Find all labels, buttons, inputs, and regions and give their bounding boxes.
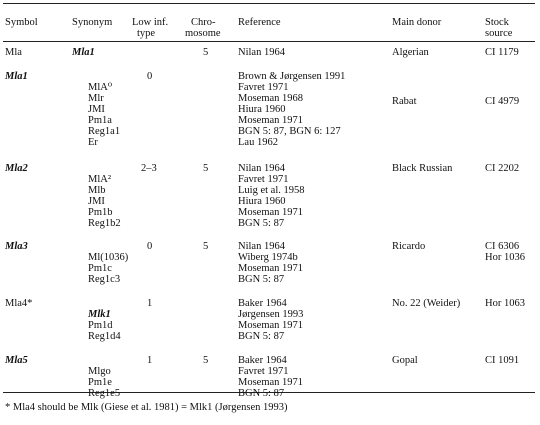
row-synonym: Pm1d bbox=[88, 320, 113, 331]
row-symbol-mla2: Mla2 bbox=[5, 163, 28, 174]
row-chromosome-mla2: 5 bbox=[203, 163, 209, 174]
row-symbol-mla4: Mla4* bbox=[5, 298, 33, 309]
row-stock-mla4: Hor 1063 bbox=[485, 298, 525, 309]
row-reference: Luig et al. 1958 bbox=[238, 185, 305, 196]
row-donor-mla3: Ricardo bbox=[392, 241, 426, 252]
footnote: * Mla4 should be Mlk (Giese et al. 1981) = Mlk1 (Jørgensen 1993) bbox=[5, 402, 288, 413]
row-lowinf-mla5: 1 bbox=[147, 355, 153, 366]
row-synonym-mla1: Mla1 bbox=[72, 47, 95, 58]
row-reference: Nilan 1964 bbox=[238, 47, 285, 58]
row-reference: BGN 5: 87 bbox=[238, 218, 285, 229]
row-donor-mla2: Black Russian bbox=[392, 163, 453, 174]
row-synonym: Reg1b2 bbox=[88, 218, 121, 229]
row-stock-mla3: CI 6306 bbox=[485, 241, 520, 252]
row-donor-mla: Algerian bbox=[392, 47, 429, 58]
header-low-inf-type: type bbox=[137, 28, 156, 39]
header-stock-source: source bbox=[485, 28, 513, 39]
row-reference: Moseman 1971 bbox=[238, 115, 304, 126]
header-chromosome: Chro- bbox=[191, 17, 216, 28]
row-lowinf-mla3: 0 bbox=[147, 241, 153, 252]
row-synonym: Mlr bbox=[88, 93, 104, 104]
row-donor-mla1: Rabat bbox=[392, 96, 417, 107]
row-synonym-mlk1: Mlk1 bbox=[88, 309, 111, 320]
row-reference: Moseman 1968 bbox=[238, 93, 304, 104]
row-stock-mla2: CI 2202 bbox=[485, 163, 520, 174]
row-reference: Moseman 1971 bbox=[238, 377, 304, 388]
row-reference: BGN 5: 87 bbox=[238, 274, 285, 285]
row-synonym: Pm1e bbox=[88, 377, 112, 388]
header-low-inf: Low inf. bbox=[132, 17, 169, 28]
row-synonym: Er bbox=[88, 137, 98, 148]
row-chromosome-mla: 5 bbox=[203, 47, 209, 58]
row-synonym: Pm1c bbox=[88, 263, 112, 274]
row-reference: BGN 5: 87, BGN 6: 127 bbox=[238, 126, 341, 137]
row-synonym: Mlgo bbox=[88, 366, 111, 377]
row-synonym: JMI bbox=[88, 104, 105, 115]
row-symbol-mla1: Mla1 bbox=[5, 71, 28, 82]
row-synonym: Pm1b bbox=[88, 207, 113, 218]
row-reference: BGN 5: 87 bbox=[238, 331, 285, 342]
row-stock-mla1: CI 4979 bbox=[485, 96, 520, 107]
row-reference: Brown & Jørgensen 1991 bbox=[238, 71, 346, 82]
row-reference: Favret 1971 bbox=[238, 82, 289, 93]
header-main-donor: Main donor bbox=[392, 17, 442, 28]
row-stock-mla5: CI 1091 bbox=[485, 355, 520, 366]
row-donor-mla4: No. 22 (Weider) bbox=[392, 298, 461, 309]
row-reference: Nilan 1964 bbox=[238, 163, 285, 174]
row-synonym: MlA⁰ bbox=[88, 82, 113, 93]
row-reference: BGN 5: 87 bbox=[238, 388, 285, 399]
header-stock: Stock bbox=[485, 17, 509, 28]
row-synonym: Reg1a1 bbox=[88, 126, 121, 137]
row-reference: Moseman 1971 bbox=[238, 207, 304, 218]
row-reference: Baker 1964 bbox=[238, 298, 287, 309]
row-reference: Hiura 1960 bbox=[238, 104, 286, 115]
header-rule bbox=[3, 41, 535, 42]
header-synonym: Synonym bbox=[72, 17, 113, 28]
row-reference: Hiura 1960 bbox=[238, 196, 286, 207]
header-reference: Reference bbox=[238, 17, 281, 28]
row-reference: Favret 1971 bbox=[238, 366, 289, 377]
row-synonym: Mlb bbox=[88, 185, 106, 196]
row-reference: Moseman 1971 bbox=[238, 320, 304, 331]
row-symbol-mla3: Mla3 bbox=[5, 241, 28, 252]
row-reference: Baker 1964 bbox=[238, 355, 287, 366]
row-chromosome-mla5: 5 bbox=[203, 355, 209, 366]
row-synonym: Pm1a bbox=[88, 115, 112, 126]
row-reference: Moseman 1971 bbox=[238, 263, 304, 274]
row-synonym: Ml(1036) bbox=[88, 252, 129, 263]
row-synonym: MlA² bbox=[88, 174, 111, 185]
row-reference: Wiberg 1974b bbox=[238, 252, 298, 263]
row-synonym: JMI bbox=[88, 196, 105, 207]
row-stock-mla3-2: Hor 1036 bbox=[485, 252, 525, 263]
row-reference: Jørgensen 1993 bbox=[238, 309, 304, 320]
row-reference: Nilan 1964 bbox=[238, 241, 285, 252]
header-chromosome-2: mosome bbox=[185, 28, 221, 39]
row-lowinf-mla1: 0 bbox=[147, 71, 153, 82]
row-lowinf-mla2: 2–3 bbox=[141, 163, 157, 174]
row-symbol-mla5: Mla5 bbox=[5, 355, 28, 366]
row-stock-mla: CI 1179 bbox=[485, 47, 519, 58]
row-symbol-mla: Mla bbox=[5, 47, 22, 58]
header-symbol: Symbol bbox=[5, 17, 38, 28]
row-lowinf-mla4: 1 bbox=[147, 298, 153, 309]
row-reference: Lau 1962 bbox=[238, 137, 278, 148]
row-reference: Favret 1971 bbox=[238, 174, 289, 185]
row-chromosome-mla3: 5 bbox=[203, 241, 209, 252]
row-synonym: Reg1c3 bbox=[88, 274, 121, 285]
row-synonym: Reg1d4 bbox=[88, 331, 121, 342]
row-donor-mla5: Gopal bbox=[392, 355, 418, 366]
top-rule bbox=[3, 3, 535, 4]
row-synonym: Reg1e5 bbox=[88, 388, 121, 399]
